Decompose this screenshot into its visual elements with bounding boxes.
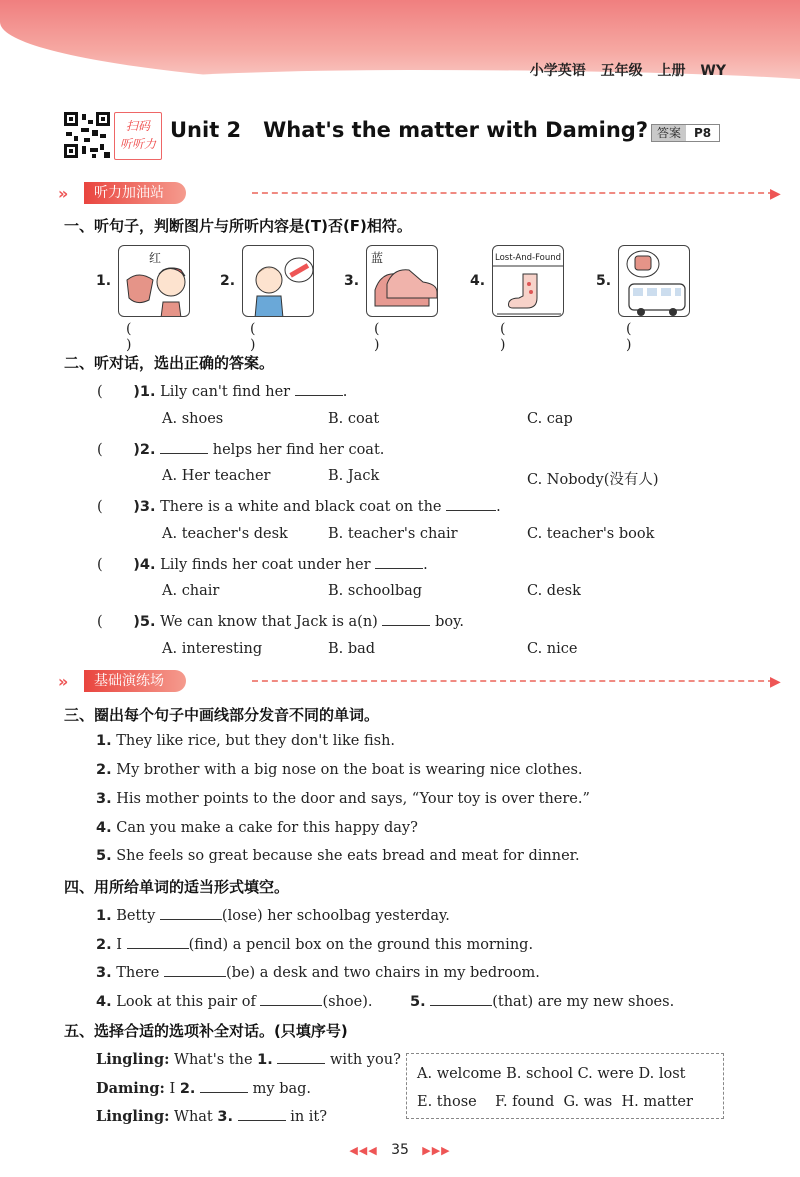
speaker-name: Lingling:	[96, 1051, 170, 1068]
option-b[interactable]: B. bad	[328, 641, 376, 657]
arrow-right-icon: ▶	[770, 674, 781, 690]
book-meta: 小学英语 五年级 上册 WY	[529, 63, 726, 79]
option-b[interactable]: B. Jack	[328, 468, 380, 484]
sentence-text[interactable]: They like rice, but they don't like fish.	[116, 733, 396, 749]
speaker-name: Lingling:	[96, 1108, 170, 1125]
part5-heading: 五、选择合适的选项补全对话。(只填序号)	[64, 1022, 348, 1040]
question-line	[97, 612, 464, 630]
option-c[interactable]: C. nice	[527, 641, 578, 657]
left-arrows-icon: ◀◀◀	[349, 1144, 378, 1157]
bus-schoolbag-icon	[619, 246, 690, 317]
fill-text: I	[116, 937, 122, 953]
dialogue-text: my bag.	[252, 1081, 312, 1097]
answer-blank[interactable]	[430, 992, 492, 1006]
fill-text: a desk and two chairs in my bedroom.	[259, 965, 540, 981]
blank-number: 3.	[217, 1109, 233, 1125]
blank-number: 1.	[257, 1052, 273, 1068]
scan-line-1: 扫码	[125, 119, 150, 133]
sentence-number: 3.	[96, 791, 112, 807]
question-text: We can know that Jack is a(n)	[160, 614, 378, 630]
part3-heading: 三、圈出每个句子中画线部分发音不同的单词。	[64, 706, 380, 724]
option-a[interactable]: A. Her teacher	[162, 468, 271, 484]
fill-text: Betty	[116, 908, 156, 924]
page-title	[170, 118, 648, 142]
sentence-text[interactable]: Can you make a cake for this happy day?	[116, 820, 418, 836]
dialogue-text: in it?	[290, 1109, 328, 1125]
option-b[interactable]: B. coat	[328, 411, 380, 427]
lost-found-sock-icon	[493, 246, 564, 317]
question-text: There is a white and black coat on the	[160, 499, 442, 515]
picture-frame	[242, 245, 314, 317]
question-number: )2.	[133, 442, 156, 458]
answer-paren[interactable]: ( )	[626, 321, 634, 353]
dialogue-line	[96, 1050, 401, 1068]
answer-page: P8	[694, 126, 712, 140]
blank-number: 2.	[179, 1081, 196, 1097]
answer-paren[interactable]: ( )	[374, 321, 382, 353]
answer-paren[interactable]: (	[97, 442, 103, 458]
part2-heading: 二、听对话，选出正确的答案。	[64, 354, 275, 372]
sentence-line	[96, 791, 590, 807]
question-text-end: .	[342, 384, 348, 400]
divider	[252, 192, 774, 194]
chevron-right-icon: »	[58, 671, 69, 691]
section-listening-label: 听力加油站	[84, 182, 186, 204]
option-c[interactable]: C. teacher's book	[527, 526, 655, 542]
answer-blank[interactable]	[295, 382, 343, 396]
sentence-text[interactable]: My brother with a big nose on the boat is wearing nice clothes.	[116, 762, 583, 778]
answer-blank[interactable]	[127, 935, 189, 949]
sentence-number: 1.	[96, 733, 112, 749]
fill-line	[96, 906, 450, 924]
right-arrows-icon: ▶▶▶	[422, 1144, 451, 1157]
part1-pictures	[96, 245, 736, 353]
qr-code-icon[interactable]	[64, 112, 110, 158]
dialogue-text: What's the	[174, 1052, 253, 1068]
answer-paren[interactable]: ( )	[126, 321, 134, 353]
picture-label: 红	[149, 251, 162, 265]
sentence-line	[96, 848, 580, 864]
word-hint: (shoe).	[322, 994, 373, 1010]
answer-blank[interactable]	[382, 612, 430, 626]
unit-question: What's the matter with Daming?	[263, 118, 648, 142]
page-number: 35	[391, 1142, 409, 1158]
answer-paren[interactable]: ( )	[250, 321, 258, 353]
fill-line	[96, 963, 540, 981]
answer-blank[interactable]	[260, 992, 322, 1006]
fill-text: a pencil box on the ground this morning.	[232, 937, 534, 953]
dialogue-text: What	[174, 1109, 213, 1125]
sentence-number: 5.	[96, 848, 112, 864]
section-listening	[58, 182, 781, 204]
item-number: 5.	[410, 994, 426, 1010]
boy-coat-icon	[119, 246, 190, 317]
question-line	[97, 440, 384, 458]
item-number: 3.	[344, 273, 360, 289]
word-hint: (lose)	[221, 908, 263, 924]
word-hint: (find)	[188, 937, 229, 953]
option-a[interactable]: A. chair	[162, 583, 220, 599]
item-number: 4.	[96, 994, 112, 1010]
sentence-text[interactable]: His mother points to the door and says, “Your toy is over there.”	[116, 791, 590, 807]
answer-blank[interactable]	[164, 963, 226, 977]
fill-line	[410, 992, 674, 1010]
sentence-line	[96, 733, 395, 749]
option-c[interactable]: C. cap	[527, 411, 573, 427]
answer-blank[interactable]	[160, 440, 208, 454]
word-bank-line-2: E. those F. found G. was H. matter	[417, 1094, 693, 1110]
picture-frame	[366, 245, 438, 317]
page-footer	[0, 1142, 800, 1158]
divider	[252, 680, 774, 682]
section-basics-label: 基础演练场	[84, 670, 186, 692]
dialogue-text: I	[169, 1081, 176, 1097]
item-number: 1.	[96, 908, 112, 924]
sentence-line	[96, 762, 583, 778]
question-text: helps her find her coat.	[212, 442, 385, 458]
fill-text: her schoolbag yesterday.	[267, 908, 450, 924]
answer-paren[interactable]: ( )	[500, 321, 508, 353]
sentence-number: 4.	[96, 820, 112, 836]
fill-text: Look at this pair of	[116, 994, 256, 1010]
question-number: )5.	[133, 614, 156, 630]
fill-text: are my new shoes.	[537, 994, 675, 1010]
question-text-end: .	[423, 557, 428, 573]
answer-paren[interactable]: (	[97, 614, 103, 630]
fill-line	[96, 992, 372, 1010]
speaker-name: Daming:	[96, 1080, 165, 1097]
answer-page-badge	[651, 124, 720, 142]
answer-paren[interactable]: (	[97, 384, 103, 400]
option-c[interactable]: C. desk	[527, 583, 581, 599]
scan-line-2: 听听力	[119, 137, 156, 151]
part1-heading: 一、听句子，判断图片与所听内容是(T)否(F)相符。	[64, 217, 412, 235]
item-number: 4.	[470, 273, 486, 289]
question-line	[97, 382, 347, 400]
dialogue-text: with you?	[329, 1052, 401, 1068]
answer-blank[interactable]	[200, 1079, 248, 1093]
part4-heading: 四、用所给单词的适当形式填空。	[64, 878, 290, 896]
item-number: 2.	[220, 273, 236, 289]
option-a[interactable]: A. teacher's desk	[162, 526, 288, 542]
question-text: Lily can't find her	[160, 384, 291, 400]
answer-paren[interactable]: (	[97, 499, 103, 515]
arrow-right-icon: ▶	[770, 186, 781, 202]
answer-paren[interactable]: (	[97, 557, 103, 573]
picture-label: 蓝	[371, 251, 384, 265]
option-b[interactable]: B. teacher's chair	[328, 526, 458, 542]
dialogue-line	[96, 1079, 311, 1097]
sentence-number: 2.	[96, 762, 112, 778]
picture-label: Lost-And-Found	[495, 253, 562, 263]
question-number: )1.	[133, 384, 156, 400]
sentence-line	[96, 820, 418, 836]
word-hint: (that)	[492, 994, 534, 1010]
picture-frame	[118, 245, 190, 317]
shoes-icon	[367, 246, 438, 317]
question-text-end: .	[496, 499, 501, 515]
option-c[interactable]: C. Nobody(没有人)	[527, 472, 659, 488]
item-number: 3.	[96, 965, 112, 981]
section-basics	[58, 670, 781, 692]
picture-frame	[618, 245, 690, 317]
sentence-text[interactable]: She feels so great because she eats bread and meat for dinner.	[116, 848, 580, 864]
question-text-end: boy.	[435, 614, 464, 630]
fill-text: There	[116, 965, 160, 981]
answer-blank[interactable]	[375, 555, 423, 569]
chevron-right-icon: »	[58, 183, 69, 203]
option-a[interactable]: A. shoes	[162, 411, 224, 427]
unit-label: Unit 2	[170, 118, 242, 142]
question-text: Lily finds her coat under her	[160, 557, 371, 573]
answer-blank[interactable]	[238, 1107, 286, 1121]
item-number: 2.	[96, 937, 112, 953]
word-hint: (be)	[225, 965, 256, 981]
picture-frame	[492, 245, 564, 317]
option-a[interactable]: A. interesting	[162, 641, 263, 657]
boy-pencil-icon	[243, 246, 314, 317]
word-bank	[406, 1053, 724, 1119]
answer-label: 答案	[652, 125, 686, 141]
item-number: 1.	[96, 273, 112, 289]
scan-listen-stamp	[114, 112, 162, 160]
item-number: 5.	[596, 273, 612, 289]
fill-line	[96, 935, 533, 953]
question-line	[97, 555, 428, 573]
answer-blank[interactable]	[446, 497, 496, 511]
answer-blank[interactable]	[160, 906, 222, 920]
answer-blank[interactable]	[277, 1050, 325, 1064]
question-number: )3.	[133, 499, 156, 515]
dialogue-line	[96, 1107, 327, 1125]
word-bank-line-1: A. welcome B. school C. were D. lost	[417, 1066, 686, 1082]
option-b[interactable]: B. schoolbag	[328, 583, 423, 599]
question-line	[97, 497, 501, 515]
question-number: )4.	[133, 557, 156, 573]
